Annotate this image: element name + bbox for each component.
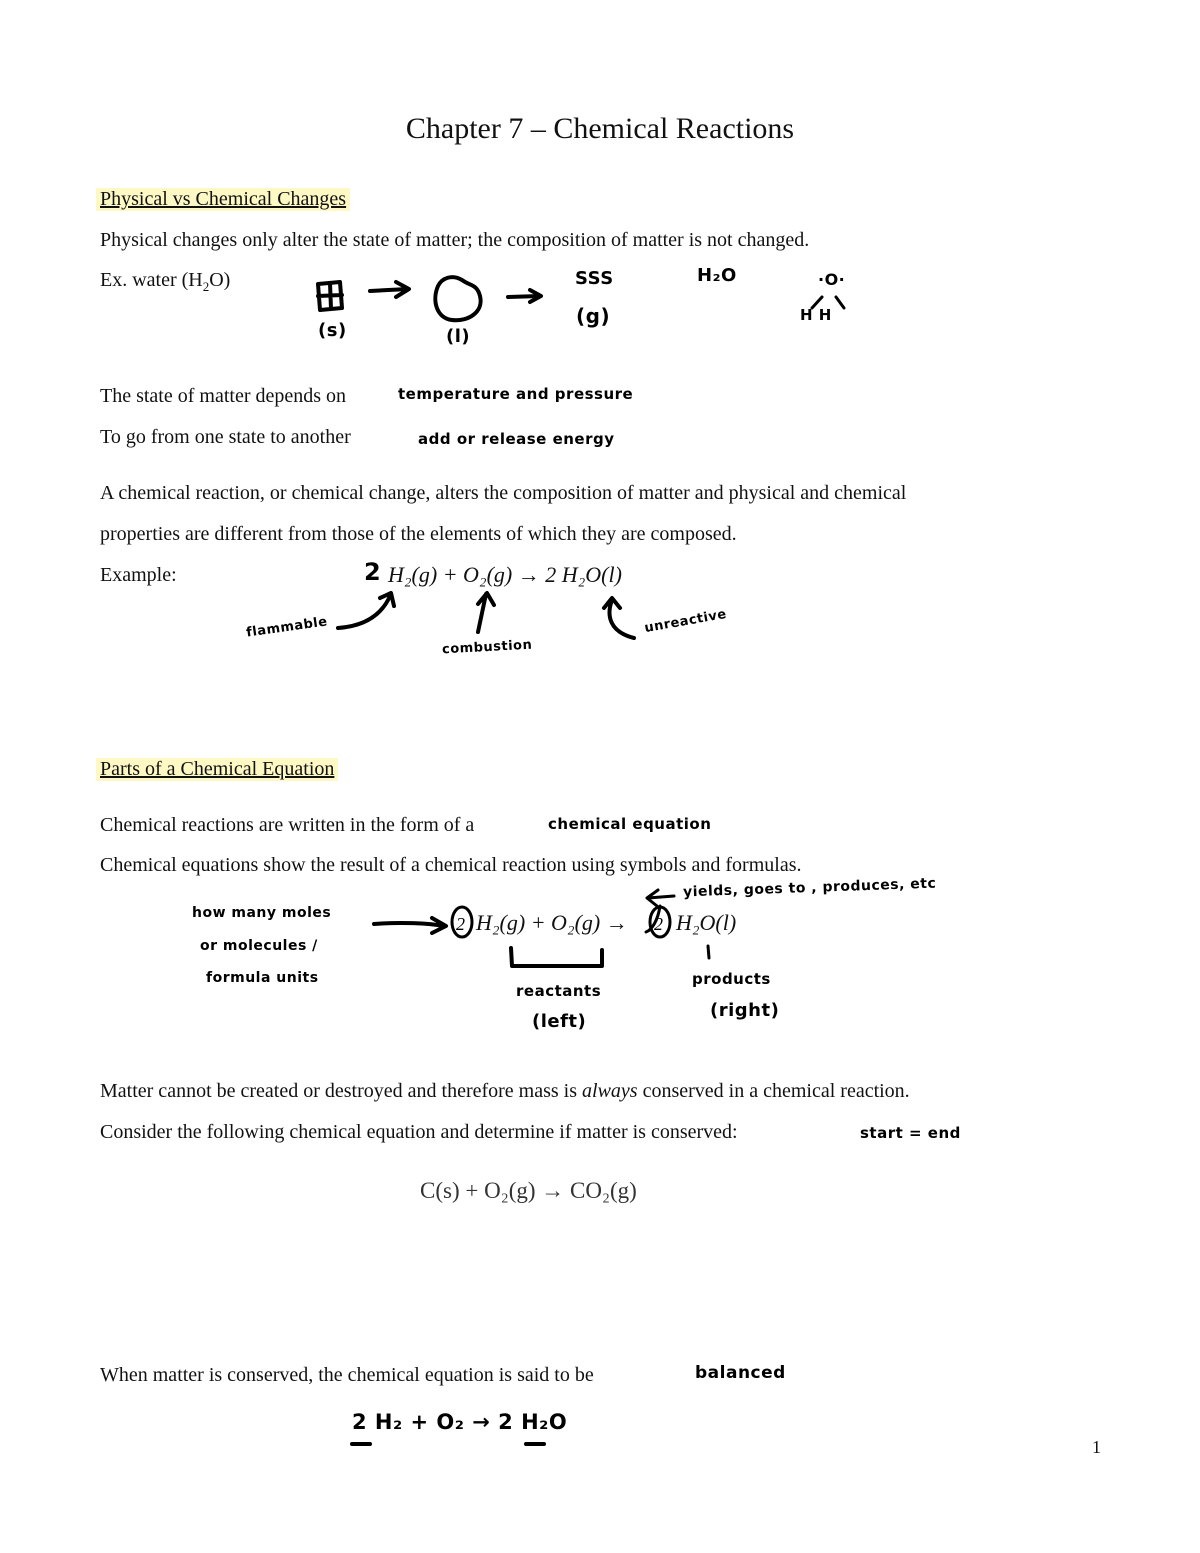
hw-arrow-coefficient — [374, 918, 446, 933]
hw-chemical-equation: chemical equation — [548, 815, 712, 833]
hw-circle-coefficient-1 — [452, 907, 472, 937]
hw-arrow-solid-liquid — [370, 282, 409, 297]
equation-3: C(s) + O₂(g) → CO₂(g) — [420, 1178, 637, 1203]
hw-liquid-blob — [435, 277, 480, 320]
example-water-text: Ex. water $(H_2O)$ — [100, 269, 231, 294]
hw-products-right: (right) — [710, 1000, 780, 1021]
hw-gas-sss: SSS — [575, 268, 614, 289]
hw-start-end: start = end — [860, 1124, 961, 1142]
page-title: Chapter 7 – Chemical Reactions — [405, 112, 795, 145]
section-heading-parts-equation: Parts of a Chemical Equation — [96, 758, 338, 781]
hw-molecule-o: ·O· — [818, 270, 846, 289]
page-number: 1 — [1092, 1437, 1101, 1457]
hw-unreactive: unreactive — [643, 606, 728, 637]
matter-conserved-text: Matter cannot be created or destroyed and therefore mass is always conserved in a chemical reaction. — [100, 1080, 910, 1102]
conserved-balanced-text: When matter is conserved, the chemical equation is said to be — [100, 1364, 594, 1386]
hw-gas-label: (g) — [576, 304, 611, 328]
hw-arrow-liquid-gas — [508, 290, 541, 302]
hw-arrow-unreactive — [604, 598, 634, 638]
hw-solid-label: (s) — [318, 320, 347, 341]
hw-circle-coefficient-2 — [650, 907, 670, 937]
hw-how-many-3: formula units — [206, 970, 319, 986]
chemical-reaction-text-2: properties are different from those of the elements of which they are composed. — [100, 523, 737, 545]
consider-text: Consider the following chemical equation and determine if matter is conserved: — [100, 1121, 738, 1143]
hw-solid-cube — [318, 282, 342, 310]
hw-flammable: flammable — [245, 614, 329, 641]
state-depends-text: The state of matter depends on — [100, 385, 347, 407]
hw-products: products — [692, 970, 771, 988]
equation-2-rhs: H₂O(l) — [676, 910, 737, 935]
written-form-text: Chemical reactions are written in the form of a — [100, 814, 475, 836]
hw-arrow-flammable — [338, 593, 394, 628]
example-label: Example: — [100, 564, 177, 586]
chemical-reaction-text-1: A chemical reaction, or chemical change, alters the composition of matter and physical and chemical — [100, 482, 907, 504]
hw-combustion: combustion — [441, 637, 533, 658]
hw-arrow-yields — [646, 890, 674, 932]
hw-balanced-equation: 2 H₂ + O₂ → 2 H₂O — [352, 1410, 568, 1434]
hw-liquid-label: (l) — [446, 326, 471, 347]
hw-coefficient-2: 2 — [364, 558, 382, 586]
hw-h2o: H₂O — [697, 265, 737, 286]
hw-reactants: reactants — [516, 982, 602, 1000]
hw-how-many-2: or molecules / — [200, 938, 318, 954]
hw-circled-two-2: 2 — [654, 914, 663, 934]
hw-products-tick — [708, 946, 709, 958]
hw-reactants-bracket — [511, 948, 602, 966]
hw-add-release-energy: add or release energy — [418, 430, 615, 448]
hw-arrow-combustion — [478, 593, 494, 632]
physical-changes-text: Physical changes only alter the state of matter; the composition of matter is not changed. — [100, 229, 810, 251]
hw-temperature-pressure: temperature and pressure — [398, 385, 634, 403]
hw-yields: yields, goes to , produces, etc — [682, 875, 937, 901]
equation-2-lhs: H₂(g) + O₂(g) → — [476, 910, 628, 935]
go-state-text: To go from one state to another — [100, 426, 351, 448]
hw-balanced: balanced — [695, 1363, 786, 1383]
section-heading-physical-vs-chemical: Physical vs Chemical Changes — [96, 188, 350, 211]
equations-show-text: Chemical equations show the result of a chemical reaction using symbols and formulas. — [100, 854, 802, 876]
hw-how-many-1: how many moles — [192, 905, 332, 921]
hw-molecule-h: H H — [800, 306, 832, 324]
hw-reactants-left: (left) — [532, 1011, 587, 1032]
hw-circled-two-1: 2 — [456, 914, 465, 934]
equation-1: H₂(g) + O₂(g) → 2 H₂O(l) — [388, 562, 622, 587]
